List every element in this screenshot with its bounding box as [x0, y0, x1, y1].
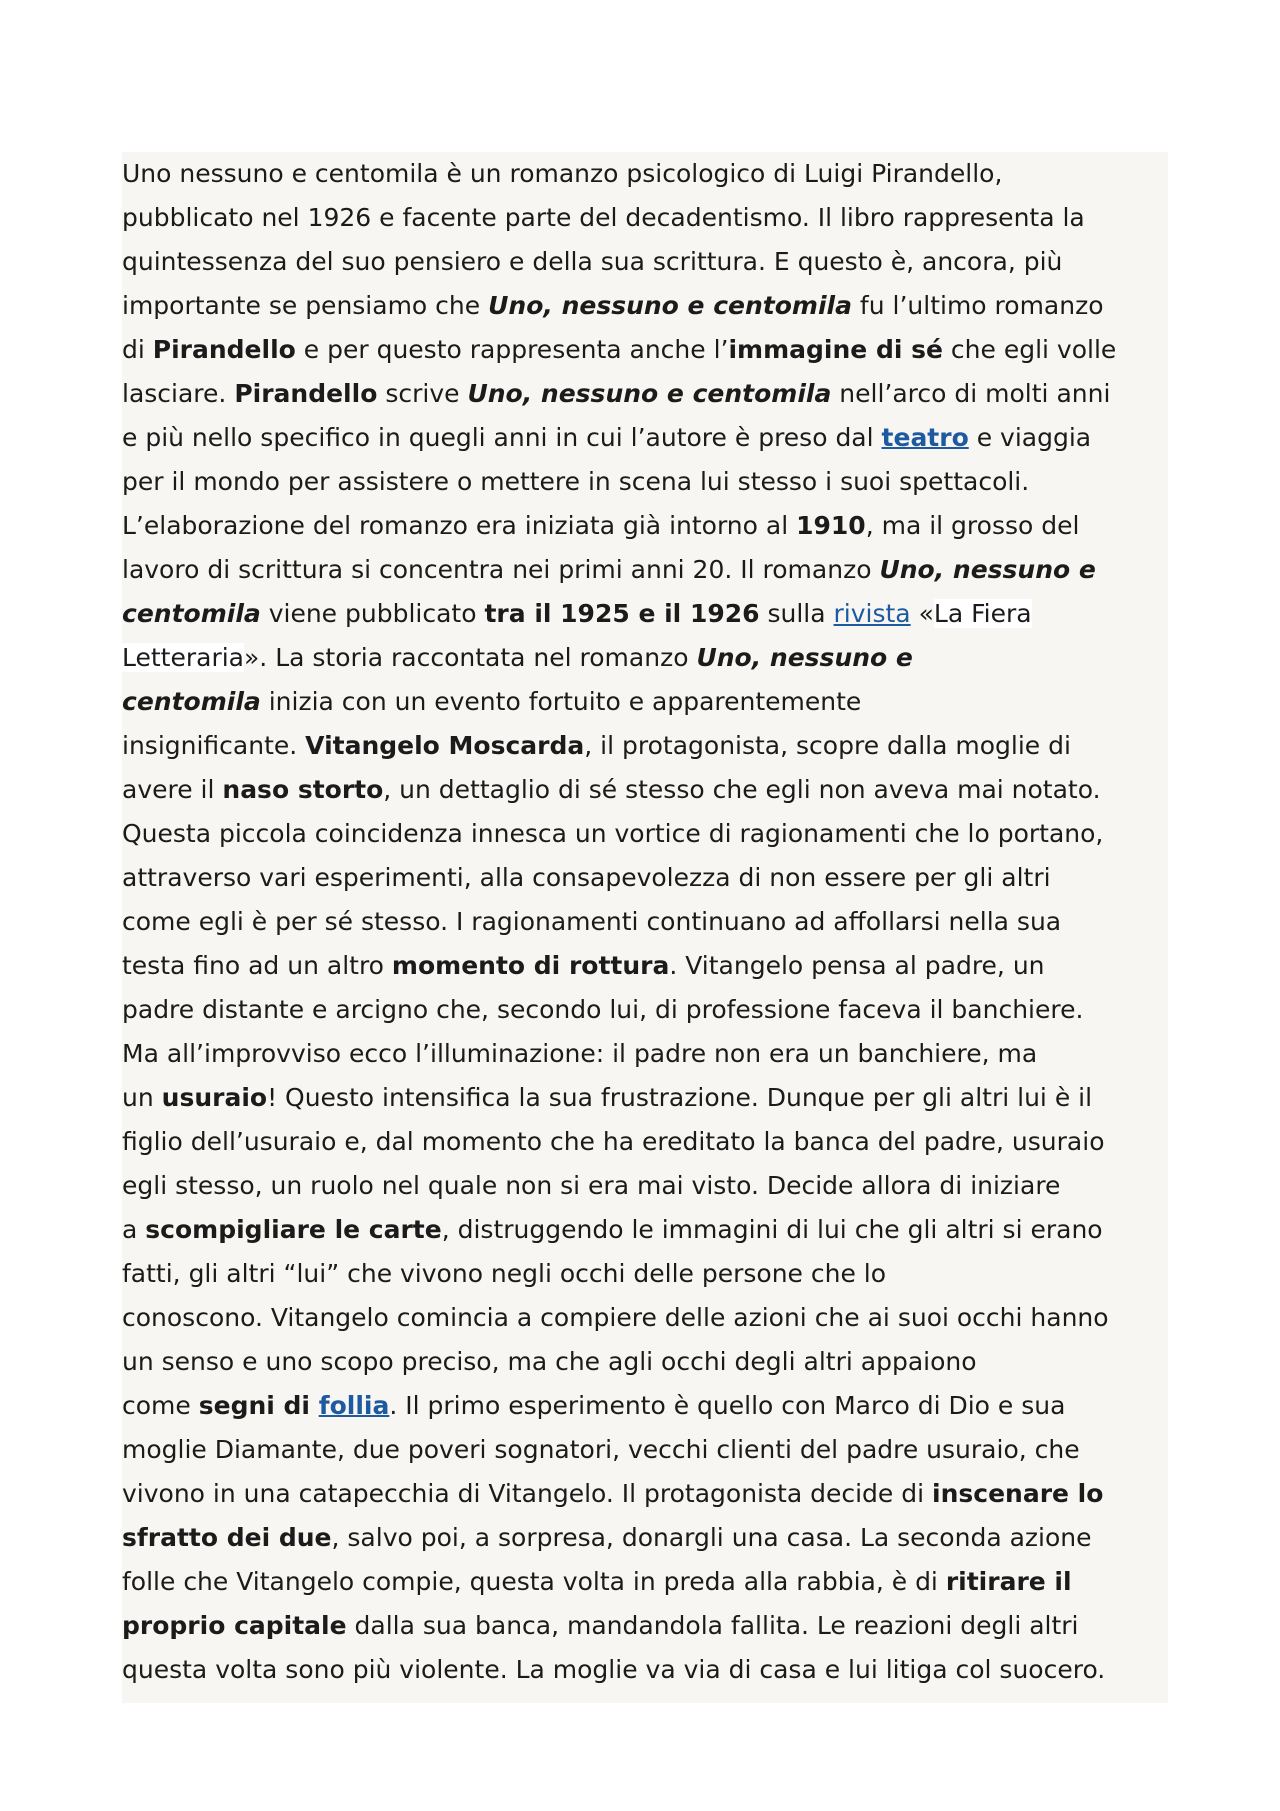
- text-line: [122, 768, 1101, 812]
- text-segment: che egli volle: [942, 335, 1117, 364]
- bold-text: scompigliare le carte: [145, 1215, 442, 1244]
- bold-text: momento di rottura: [391, 951, 670, 980]
- text-segment: come: [122, 1391, 199, 1420]
- emphasized-title: centomila: [122, 599, 261, 628]
- emphasized-title: Uno, nessuno e centomila: [488, 291, 852, 320]
- text-segment: un senso e uno scopo preciso, ma che agli occhi degli altri appaiono: [122, 1347, 977, 1376]
- text-segment: L’elaborazione del romanzo era iniziata già intorno al: [122, 511, 797, 540]
- text-line: [122, 1472, 1103, 1516]
- article-text-block: [122, 152, 1168, 1703]
- text-segment: . Vitangelo pensa al padre, un: [669, 951, 1045, 980]
- text-segment: come egli è per sé stesso. I ragionamenti continuano ad affollarsi nella sua: [122, 907, 1062, 936]
- text-segment: lasciare.: [122, 379, 235, 408]
- text-line: [122, 416, 1091, 460]
- text-segment: vivono in una catapecchia di Vitangelo. Il protagonista decide di: [122, 1479, 932, 1508]
- text-line: [122, 548, 1096, 592]
- text-segment: attraverso vari esperimenti, alla consapevolezza di non essere per gli altri: [122, 863, 1051, 892]
- text-line: [122, 1120, 1104, 1164]
- emphasized-title: Uno, nessuno e centomila: [467, 379, 832, 408]
- bold-text: immagine di sé: [728, 335, 943, 364]
- text-segment: e più nello specifico in quegli anni in cui l’autore è preso dal: [122, 423, 882, 452]
- text-line: [122, 1560, 1072, 1604]
- text-line: [122, 328, 1116, 372]
- bold-text: tra il 1925 e il 1926: [484, 599, 760, 628]
- text-segment: di: [122, 335, 153, 364]
- text-line: [122, 1428, 1080, 1472]
- text-segment: viene pubblicato: [260, 599, 485, 628]
- text-segment: figlio dell’usuraio e, dal momento che ha ereditato la banca del padre, usuraio: [122, 1127, 1105, 1156]
- text-line: [122, 372, 1110, 416]
- text-line: [122, 1208, 1103, 1252]
- text-segment: avere il: [122, 775, 223, 804]
- text-segment: questa volta sono più violente. La moglie va via di casa e lui litiga col suocero.: [122, 1655, 1106, 1684]
- text-segment: insignificante.: [122, 731, 306, 760]
- rivista-link[interactable]: rivista: [833, 599, 911, 628]
- text-line: [122, 1164, 1060, 1208]
- text-line: [122, 1384, 1065, 1428]
- text-segment: Questa piccola coincidenza innesca un vortice di ragionamenti che lo portano,: [122, 819, 1104, 848]
- text-segment: fu l’ultimo romanzo: [851, 291, 1104, 320]
- text-segment: un: [122, 1083, 162, 1112]
- text-line: [122, 1076, 1092, 1120]
- magazine-name: La Fiera: [933, 599, 1032, 628]
- emphasized-title: Uno, nessuno e: [879, 555, 1096, 584]
- bold-text: naso storto: [222, 775, 384, 804]
- text-segment: moglie Diamante, due poveri sognatori, vecchi clienti del padre usuraio, che: [122, 1435, 1080, 1464]
- teatro-link[interactable]: teatro: [881, 423, 969, 452]
- text-line: [122, 1032, 1037, 1076]
- text-segment: e per questo rappresenta anche l’: [295, 335, 729, 364]
- bold-text: Pirandello: [152, 335, 296, 364]
- text-line: [122, 1340, 977, 1384]
- text-segment: Uno nessuno e centomila è un romanzo psicologico di Luigi Pirandello,: [122, 159, 1003, 188]
- text-segment: egli stesso, un ruolo nel quale non si era mai visto. Decide allora di iniziare: [122, 1171, 1061, 1200]
- text-line: [122, 988, 1083, 1032]
- text-segment: padre distante e arcigno che, secondo lui, di professione faceva il banchiere.: [122, 995, 1084, 1024]
- follia-link[interactable]: follia: [318, 1391, 390, 1420]
- text-segment: ». La storia raccontata nel romanzo: [244, 643, 697, 672]
- text-segment: , distruggendo le immagini di lui che gli altri si erano: [441, 1215, 1103, 1244]
- bold-text: segni di: [198, 1391, 319, 1420]
- text-line: [122, 152, 1002, 196]
- text-segment: ! Questo intensifica la sua frustrazione. Dunque per gli altri lui è il: [267, 1083, 1093, 1112]
- text-segment: , ma il grosso del: [865, 511, 1080, 540]
- text-line: [122, 284, 1104, 328]
- text-line: [122, 240, 1062, 284]
- text-segment: «: [910, 599, 934, 628]
- bold-text: sfratto dei due: [122, 1523, 332, 1552]
- text-line: [122, 812, 1103, 856]
- text-segment: folle che Vitangelo compie, questa volta in preda alla rabbia, è di: [122, 1567, 946, 1596]
- text-segment: quintessenza del suo pensiero e della sua scrittura. E questo è, ancora, più: [122, 247, 1063, 276]
- text-segment: inizia con un evento fortuito e apparentemente: [260, 687, 862, 716]
- magazine-name: Letteraria: [122, 643, 244, 672]
- bold-text: ritirare il: [945, 1567, 1072, 1596]
- text-segment: scrive: [377, 379, 468, 408]
- text-segment: importante se pensiamo che: [122, 291, 489, 320]
- text-line: [122, 724, 1071, 768]
- bold-text: Vitangelo Moscarda: [305, 731, 585, 760]
- text-segment: , un dettaglio di sé stesso che egli non aveva mai notato.: [383, 775, 1101, 804]
- text-segment: nell’arco di molti anni: [831, 379, 1111, 408]
- bold-text: 1910: [796, 511, 866, 540]
- text-segment: per il mondo per assistere o mettere in scena lui stesso i suoi spettacoli.: [122, 467, 1030, 496]
- text-line: [122, 592, 1032, 636]
- bold-text: inscenare lo: [932, 1479, 1104, 1508]
- text-line: [122, 1252, 886, 1296]
- text-segment: a: [122, 1215, 146, 1244]
- text-segment: pubblicato nel 1926 e facente parte del decadentismo. Il libro rappresenta la: [122, 203, 1085, 232]
- text-line: [122, 1648, 1105, 1692]
- text-line: [122, 1604, 1079, 1648]
- text-segment: sulla: [759, 599, 834, 628]
- text-line: [122, 504, 1079, 548]
- text-line: [122, 944, 1045, 988]
- text-line: [122, 460, 1029, 504]
- bold-text: Pirandello: [234, 379, 378, 408]
- text-line: [122, 900, 1061, 944]
- text-segment: Ma all’improvviso ecco l’illuminazione: il padre non era un banchiere, ma: [122, 1039, 1038, 1068]
- bold-text: proprio capitale: [122, 1611, 347, 1640]
- text-line: [122, 680, 861, 724]
- bold-text: usuraio: [161, 1083, 268, 1112]
- text-line: [122, 1296, 1109, 1340]
- text-segment: , il protagonista, scopre dalla moglie di: [584, 731, 1071, 760]
- emphasized-title: Uno, nessuno e: [696, 643, 913, 672]
- text-segment: e viaggia: [968, 423, 1092, 452]
- text-segment: . Il primo esperimento è quello con Marco di Dio e sua: [389, 1391, 1066, 1420]
- text-segment: dalla sua banca, mandandola fallita. Le reazioni degli altri: [346, 1611, 1079, 1640]
- text-line: [122, 636, 913, 680]
- text-line: [122, 856, 1051, 900]
- text-segment: , salvo poi, a sorpresa, donargli una casa. La seconda azione: [331, 1523, 1092, 1552]
- text-segment: conoscono. Vitangelo comincia a compiere delle azioni che ai suoi occhi hanno: [122, 1303, 1109, 1332]
- emphasized-title: centomila: [122, 687, 261, 716]
- text-line: [122, 196, 1085, 240]
- text-segment: fatti, gli altri “lui” che vivono negli occhi delle persone che lo: [122, 1259, 887, 1288]
- text-line: [122, 1516, 1092, 1560]
- text-segment: lavoro di scrittura si concentra nei primi anni 20. Il romanzo: [122, 555, 880, 584]
- text-segment: testa fino ad un altro: [122, 951, 392, 980]
